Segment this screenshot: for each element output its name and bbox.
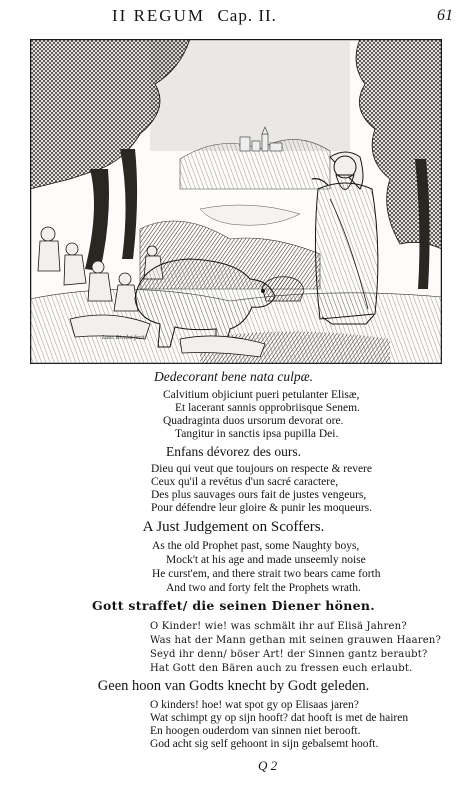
verse-line: O Kinder! wie! was schmält ihr auf Elisä Jahren?	[150, 621, 407, 632]
verse-line: Dieu qui veut que toujours on respecte & revere	[151, 463, 372, 475]
verse-line: Mock't at his age and made unseemly noise	[166, 554, 366, 566]
verse-line: God acht sig self gehoont in sijn gebalsemt hooft.	[150, 738, 379, 750]
french-heading: Enfans dévorez des ours.	[166, 444, 301, 459]
verse-line: And two and forty felt the Prophets wrath.	[166, 582, 361, 594]
german-heading: Gott straffet/ die seinen Diener hönen.	[92, 598, 375, 613]
running-title	[112, 6, 277, 26]
english-heading: A Just Judgement on Scoffers.	[142, 519, 325, 535]
engraving-caption: Dedecorant bene nata culpæ.	[154, 369, 313, 384]
signature-mark: Q 2	[258, 758, 278, 773]
running-head	[0, 4, 467, 26]
verse-line: Quadraginta duos ursorum devorat ore.	[163, 415, 344, 427]
verse-line: As the old Prophet past, some Naughty boys,	[152, 540, 360, 552]
dutch-heading: Geen hoon van Godts knecht by Godt geleden.	[97, 678, 370, 694]
verse-line: Ceux qu'il a revétus d'un sacré caractere,	[151, 476, 339, 488]
verse-line: Wat schimpt gy op sijn hooft? dat hooft is met de hairen	[150, 712, 409, 724]
verse-line: Hat Gott den Bären auch zu fressen euch erlaubt.	[150, 663, 413, 674]
page-number: 61	[437, 7, 453, 24]
english-section	[0, 519, 467, 536]
verse-line: Calvitium objiciunt pueri petulanter Elisæ,	[163, 389, 360, 401]
french-section	[0, 444, 467, 460]
verse-line: Was hat der Mann gethan mit seinen grauwen Haaren?	[150, 635, 442, 646]
verse-line: O kinders! hoe! wat spot gy op Elisaas jaren?	[150, 699, 359, 711]
plate-inscription: Lam. Bivelot fecit	[102, 335, 145, 341]
verse-line: Seyd ihr denn/ böser Art! der Sinnen gantz beraubt?	[150, 649, 428, 660]
verse-line: He curst'em, and there strait two bears came forth	[152, 568, 381, 580]
verse-line: Des plus sauvages ours fait de justes vengeurs,	[151, 489, 367, 501]
book-title: II REGUM	[112, 6, 205, 25]
verse-line: En hoogen ouderdom van sinnen niet berooft.	[150, 725, 361, 737]
chapter-label: Cap. II.	[217, 6, 277, 25]
verse-line: Tangitur in sanctis ipsa pupilla Dei.	[175, 428, 339, 440]
verse-line: Et lacerant sannis opprobriisque Senem.	[175, 402, 360, 414]
verse-line: Pour défendre leur gloire & punir les moqueurs.	[151, 502, 372, 514]
dutch-section	[0, 678, 467, 695]
german-section	[0, 598, 467, 613]
engraving-illustration	[30, 39, 442, 364]
